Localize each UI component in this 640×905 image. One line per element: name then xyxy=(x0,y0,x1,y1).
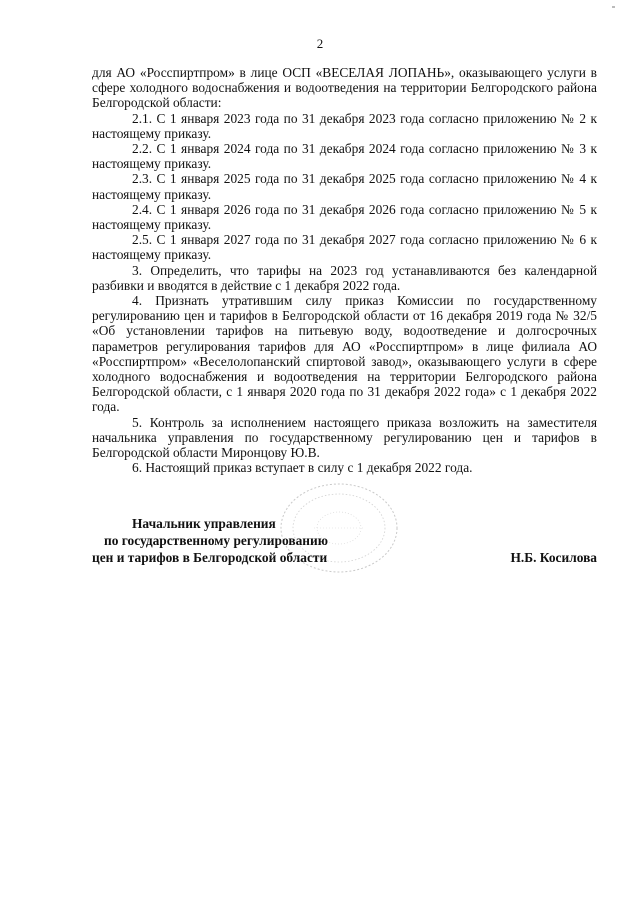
signature-block xyxy=(92,515,597,566)
paragraph-3: 3. Определить, что тарифы на 2023 год устанавливаются без календарной разбивки и вводятся в действие с 1 декабря 2022 года. xyxy=(92,262,597,293)
paragraph-5: 5. Контроль за исполнением настоящего приказа возложить на заместителя начальника управления по государственному регулированию цен и тарифов в Белгородской области Миронцову Ю.В. xyxy=(92,414,597,461)
signature-position-line-2: по государственному регулированию xyxy=(104,533,328,548)
scan-speck xyxy=(612,6,615,8)
paragraph-2-1: 2.1. С 1 января 2023 года по 31 декабря 2023 года согласно приложению № 2 к настоящему приказу. xyxy=(92,110,597,141)
paragraph-4: 4. Признать утратившим силу приказ Комиссии по государственному регулированию цен и тарифов в Белгородской области от 16 декабря 2019 года № 32/5 «Об установлении тарифов на питьевую воду, водоотведение и долгосрочных параметров регулирования тарифов для АО «Росспиртпром» в лице филиала АО «Росспиртпром» «Веселолопанский спиртовой завод», оказывающего услуги в сфере холодного водоснабжения и водоотведения на территории Белгородского района Белгородской области, с 1 января 2020 года по 31 декабря 2022 года» с 1 декабря 2022 года. xyxy=(92,293,597,415)
signature-position-line-1: Начальник управления xyxy=(132,516,276,531)
page-number: 2 xyxy=(316,36,324,51)
paragraph-2-3: 2.3. С 1 января 2025 года по 31 декабря 2025 года согласно приложению № 4 к настоящему приказу. xyxy=(92,171,597,202)
paragraph-2-2: 2.2. С 1 января 2024 года по 31 декабря 2024 года согласно приложению № 3 к настоящему приказу. xyxy=(92,141,597,172)
paragraph-intro: для АО «Росспиртпром» в лице ОСП «ВЕСЕЛАЯ ЛОПАНЬ», оказывающего услуги в сфере холодного водоснабжения и водоотведения на территории Белгородского района Белгородской области: xyxy=(92,65,597,111)
paragraph-2-5: 2.5. С 1 января 2027 года по 31 декабря 2027 года согласно приложению № 6 к настоящему приказу. xyxy=(92,232,597,263)
signatory-name: Н.Б. Косилова xyxy=(510,550,597,565)
paragraph-2-4: 2.4. С 1 января 2026 года по 31 декабря 2026 года согласно приложению № 5 к настоящему приказу. xyxy=(92,201,597,233)
document-body xyxy=(92,65,597,475)
signature-position-line-3: цен и тарифов в Белгородской области xyxy=(92,550,328,565)
paragraph-6: 6. Настоящий приказ вступает в силу с 1 декабря 2022 года. xyxy=(132,460,473,476)
